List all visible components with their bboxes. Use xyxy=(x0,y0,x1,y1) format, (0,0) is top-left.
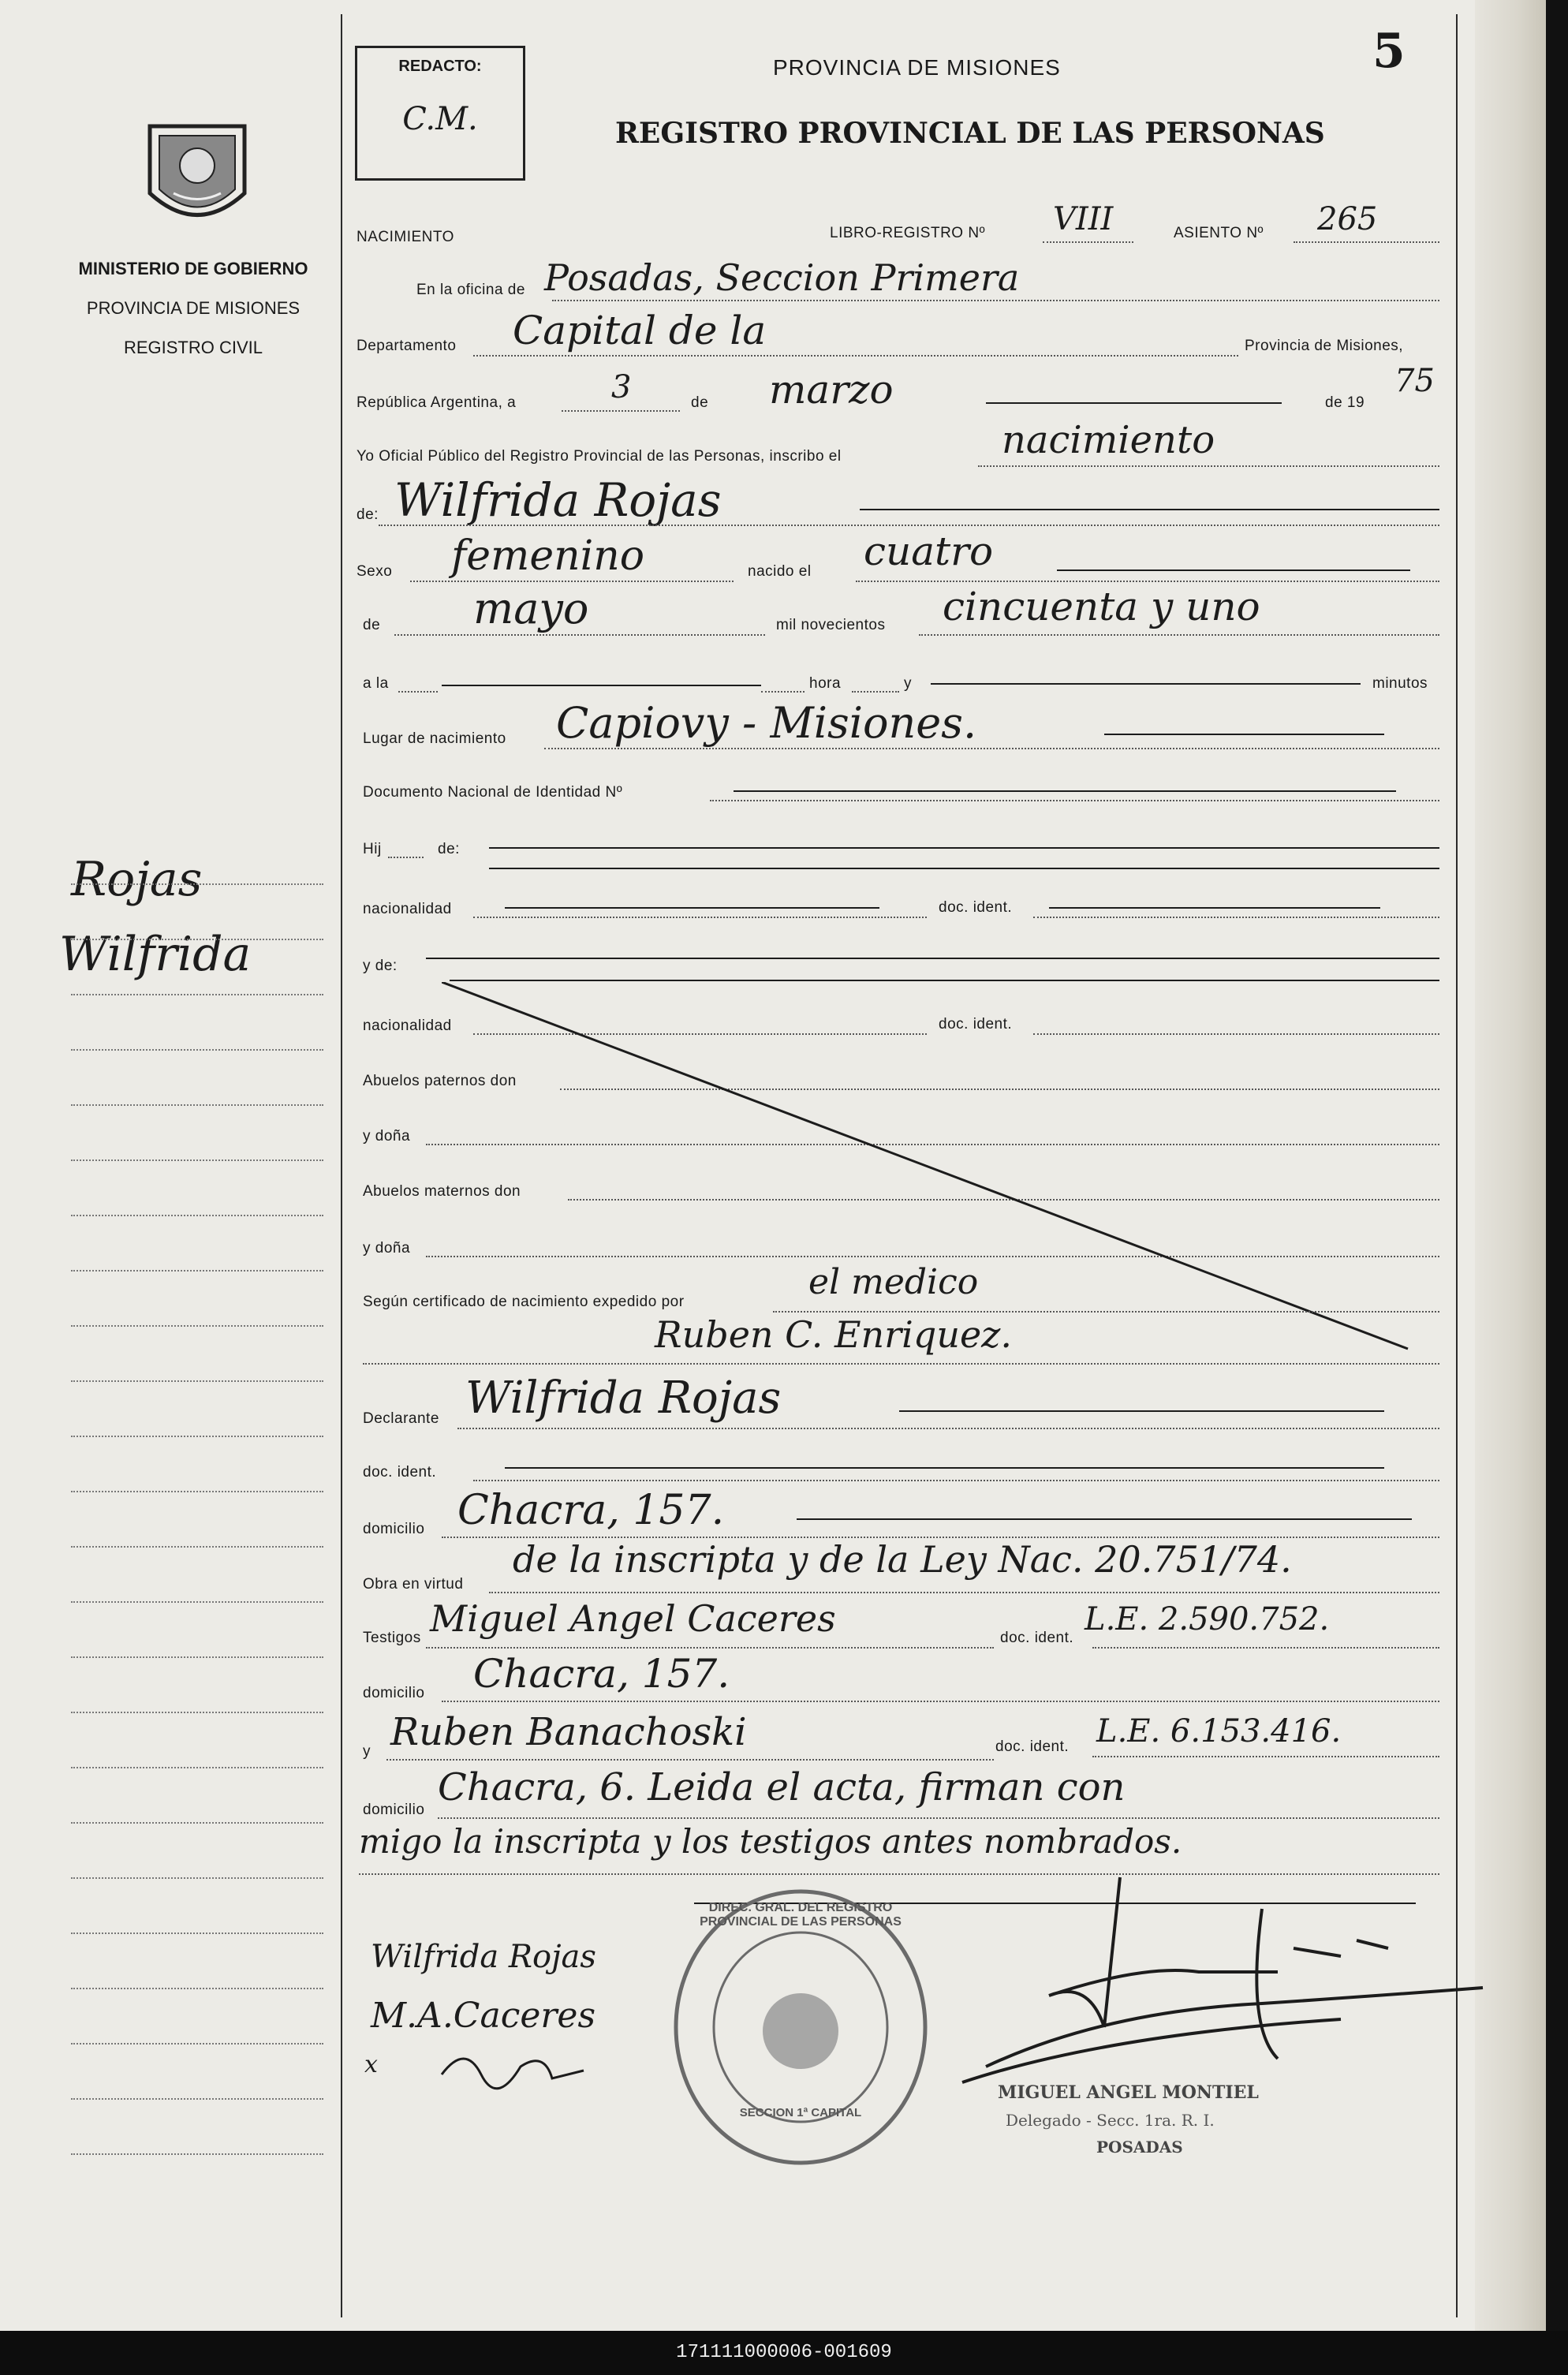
signature-scribble xyxy=(434,2035,592,2098)
nacido-line xyxy=(1057,569,1410,571)
margin-note-surname: Rojas xyxy=(71,852,203,907)
anio-value: 75 xyxy=(1394,363,1435,399)
margin-rule-line xyxy=(71,1491,323,1492)
domicilio3-dots xyxy=(438,1817,1439,1819)
testigo2-doc-dots xyxy=(1092,1756,1439,1757)
margin-rule-line xyxy=(71,1822,323,1824)
libro-value: VIII xyxy=(1053,201,1114,237)
testigo2-value: Ruben Banachoski xyxy=(390,1710,747,1754)
redacto-value: C.M. xyxy=(402,101,478,137)
testigo1-doc-value: L.E. 2.590.752. xyxy=(1085,1601,1330,1637)
asiento-label: ASIENTO Nº xyxy=(1174,225,1264,241)
margin-rule-line xyxy=(71,1988,323,1989)
obra-label: Obra en virtud xyxy=(363,1576,464,1593)
ministry-line1: MINISTERIO DE GOBIERNO xyxy=(78,259,308,278)
hij-dots xyxy=(388,857,424,858)
medico-dots xyxy=(363,1363,1439,1365)
margin-rule-line xyxy=(71,2043,323,2045)
oficial-value: nacimiento xyxy=(1002,418,1215,462)
hij-line2 xyxy=(489,868,1439,869)
obra-dots xyxy=(489,1592,1439,1593)
de-mes-label: de xyxy=(363,617,381,633)
mes-line xyxy=(986,402,1282,404)
margin-rule-line xyxy=(71,1932,323,1934)
domicilio-label: domicilio xyxy=(363,1521,425,1537)
y-dona2-label: y doña xyxy=(363,1240,411,1257)
decl-doc-line xyxy=(505,1467,1384,1469)
a-la-label: a la xyxy=(363,675,389,692)
de-label: de xyxy=(691,394,709,411)
a-la-dots xyxy=(398,691,438,693)
signature-testigo: M.A.Caceres xyxy=(371,1996,596,2036)
de19-label: de 19 xyxy=(1325,394,1365,411)
testigo2-dots xyxy=(386,1759,994,1761)
domicilio2-value: Chacra, 157. xyxy=(473,1651,730,1697)
margin-rule-line xyxy=(71,1104,323,1106)
domicilio2-dots xyxy=(442,1701,1439,1702)
nacido-dots xyxy=(856,581,1439,582)
doc-ident2-label: doc. ident. xyxy=(939,1016,1013,1033)
oficial-dots xyxy=(978,465,1439,467)
sexo-dots xyxy=(410,581,734,582)
stamp-text: DIREC. GRAL. DEL REGISTRO PROVINCIAL DE LAS PERSONAS xyxy=(700,1901,902,1929)
nombre-value: Wilfrida Rojas xyxy=(394,473,722,527)
record-type-label: NACIMIENTO xyxy=(357,229,454,245)
y-de-line xyxy=(426,958,1439,959)
official-name: MIGUEL ANGEL MONTIEL xyxy=(998,2082,1259,2103)
doc-ident-dots xyxy=(1033,917,1439,918)
departamento-dots xyxy=(473,355,1238,357)
de-nombre-label: de: xyxy=(357,506,379,523)
y-de-label: y de: xyxy=(363,958,398,974)
mes-nac-value: mayo xyxy=(473,584,589,633)
declarante-line xyxy=(899,1410,1384,1412)
lugar-label: Lugar de nacimiento xyxy=(363,730,506,747)
official-signature xyxy=(868,1869,1499,2106)
testigo1-doc-label: doc. ident. xyxy=(1000,1630,1074,1646)
testigo1-dots xyxy=(426,1647,994,1649)
domicilio2-label: domicilio xyxy=(363,1685,425,1701)
dni-label: Documento Nacional de Identidad Nº xyxy=(363,784,623,801)
anio-nac-value: cincuenta y uno xyxy=(943,584,1260,629)
abuelos-maternos-label: Abuelos maternos don xyxy=(363,1183,521,1200)
margin-rule-line xyxy=(71,1049,323,1051)
hij-label: Hij xyxy=(363,841,382,857)
margin-note-name: Wilfrida xyxy=(59,927,252,982)
anio-nac-dots xyxy=(919,634,1439,636)
stamp-inner-text: SECCION 1ª CAPITAL xyxy=(739,2106,862,2119)
margin-rule-line xyxy=(71,2153,323,2155)
testigos-label: Testigos xyxy=(363,1630,421,1646)
dni-line xyxy=(734,790,1396,792)
nombre-dots xyxy=(379,525,1439,526)
nacido-label: nacido el xyxy=(748,563,812,580)
testigo1-doc-dots xyxy=(1092,1647,1439,1649)
mes-nac-dots xyxy=(394,634,765,636)
domicilio3-value: Chacra, 6. Leida el acta, firman con xyxy=(438,1765,1126,1809)
margin-rule-line xyxy=(71,883,323,885)
y-label: y xyxy=(904,675,912,692)
margin-rule-line xyxy=(71,994,323,995)
libro-dots xyxy=(1043,241,1133,243)
asiento-dots xyxy=(1294,241,1439,243)
abuelos-paternos-label: Abuelos paternos don xyxy=(363,1073,517,1089)
hora-after-dots xyxy=(852,691,899,693)
margin-rule-line xyxy=(71,1877,323,1879)
dni-dots xyxy=(710,800,1439,801)
margin-rule-line xyxy=(71,1325,323,1327)
testigo2-doc-value: L.E. 6.153.416. xyxy=(1096,1713,1342,1750)
margin-rule-line xyxy=(71,1767,323,1768)
medico-value: Ruben C. Enriquez. xyxy=(655,1313,1013,1356)
provincia-suffix: Provincia de Misiones, xyxy=(1245,338,1404,354)
signature-declarante: Wilfrida Rojas xyxy=(371,1939,596,1975)
mes-value: marzo xyxy=(769,367,894,413)
nacionalidad-label: nacionalidad xyxy=(363,901,452,917)
margin-rule-line xyxy=(71,939,323,940)
lugar-dots xyxy=(544,748,1439,749)
margin-rule-line xyxy=(71,1380,323,1382)
doc-ident-line xyxy=(1049,907,1380,909)
oficina-label: En la oficina de xyxy=(416,282,525,298)
province-emblem xyxy=(142,118,252,237)
hij-de-label: de: xyxy=(438,841,460,857)
nacionalidad-line xyxy=(505,907,879,909)
domicilio-line xyxy=(797,1518,1412,1520)
redacto-label: REDACTO: xyxy=(398,58,482,75)
asiento-value: 265 xyxy=(1317,201,1378,237)
declarante-dots xyxy=(457,1428,1439,1429)
oficina-dots xyxy=(552,300,1439,301)
margin-rule-line xyxy=(71,1436,323,1437)
minutos-label: minutos xyxy=(1372,675,1428,692)
margin-rule-line xyxy=(71,1601,323,1603)
oficial-label: Yo Oficial Público del Registro Provincial de las Personas, inscribo el xyxy=(357,448,842,465)
hora-label: hora xyxy=(809,675,842,692)
official-title: Delegado - Secc. 1ra. R. I. xyxy=(1006,2111,1215,2130)
closing-value: migo la inscripta y los testigos antes nombrados. xyxy=(359,1822,1182,1861)
decl-doc-dots xyxy=(473,1480,1439,1481)
margin-rule-line xyxy=(71,1546,323,1548)
nacionalidad2-label: nacionalidad xyxy=(363,1018,452,1034)
declarante-value: Wilfrida Rojas xyxy=(465,1372,782,1424)
dia-value: 3 xyxy=(611,369,632,405)
hora-dots xyxy=(761,691,805,693)
oficina-value: Posadas, Seccion Primera xyxy=(544,256,1020,299)
column-divider xyxy=(341,14,342,2317)
decl-doc-label: doc. ident. xyxy=(363,1464,437,1481)
dia-dots xyxy=(562,410,680,412)
margin-rule-line xyxy=(71,1712,323,1713)
sexo-label: Sexo xyxy=(357,563,393,580)
ministry-line3: REGISTRO CIVIL xyxy=(123,338,263,357)
nacionalidad-dots xyxy=(473,917,927,918)
libro-label: LIBRO-REGISTRO Nº xyxy=(830,225,986,241)
footer-code: 171111000006-001609 xyxy=(0,2331,1568,2375)
margin-rule-line xyxy=(71,1270,323,1272)
page-number: 5 xyxy=(1372,24,1406,79)
republica-label: República Argentina, a xyxy=(357,394,517,411)
lugar-value: Capiovy - Misiones. xyxy=(556,698,977,748)
redacto-box xyxy=(355,46,525,181)
departamento-label: Departamento xyxy=(357,338,457,354)
testigo1-value: Miguel Angel Caceres xyxy=(430,1597,836,1640)
hij-line xyxy=(489,847,1439,849)
declarante-label: Declarante xyxy=(363,1410,439,1427)
segun-label: Según certificado de nacimiento expedido por xyxy=(363,1294,685,1310)
y2-label: y xyxy=(363,1743,371,1760)
y-dona-label: y doña xyxy=(363,1128,411,1145)
domicilio-value: Chacra, 157. xyxy=(457,1487,725,1534)
signature-mark: x xyxy=(364,2051,378,2078)
province-title: PROVINCIA DE MISIONES xyxy=(773,55,1061,80)
minutos-line xyxy=(931,683,1361,685)
departamento-value: Capital de la xyxy=(513,308,767,353)
lugar-line xyxy=(1104,734,1384,735)
ministry-line2: PROVINCIA DE MISIONES xyxy=(86,298,301,318)
official-stamp xyxy=(670,1885,931,2169)
domicilio3-label: domicilio xyxy=(363,1802,425,1818)
sexo-value: femenino xyxy=(451,532,645,580)
obra-value: de la inscripta y de la Ley Nac. 20.751/74. xyxy=(513,1538,1292,1581)
margin-rule-line xyxy=(71,1215,323,1216)
margin-rule-line xyxy=(71,1656,323,1658)
doc-ident-label: doc. ident. xyxy=(939,899,1013,916)
y-de-line2 xyxy=(450,980,1439,981)
hora-line xyxy=(442,685,761,686)
nacido-value: cuatro xyxy=(864,528,994,574)
nombre-line xyxy=(860,509,1439,510)
registry-title: REGISTRO PROVINCIAL DE LAS PERSONAS xyxy=(615,117,1325,150)
segun-value: el medico xyxy=(808,1262,979,1302)
official-city: POSADAS xyxy=(1096,2138,1183,2157)
margin-rule-line xyxy=(71,1159,323,1161)
testigo2-doc-label: doc. ident. xyxy=(995,1738,1070,1755)
margin-rule-line xyxy=(71,2098,323,2100)
mil-label: mil novecientos xyxy=(776,617,886,633)
segun-dots xyxy=(773,1311,1439,1313)
